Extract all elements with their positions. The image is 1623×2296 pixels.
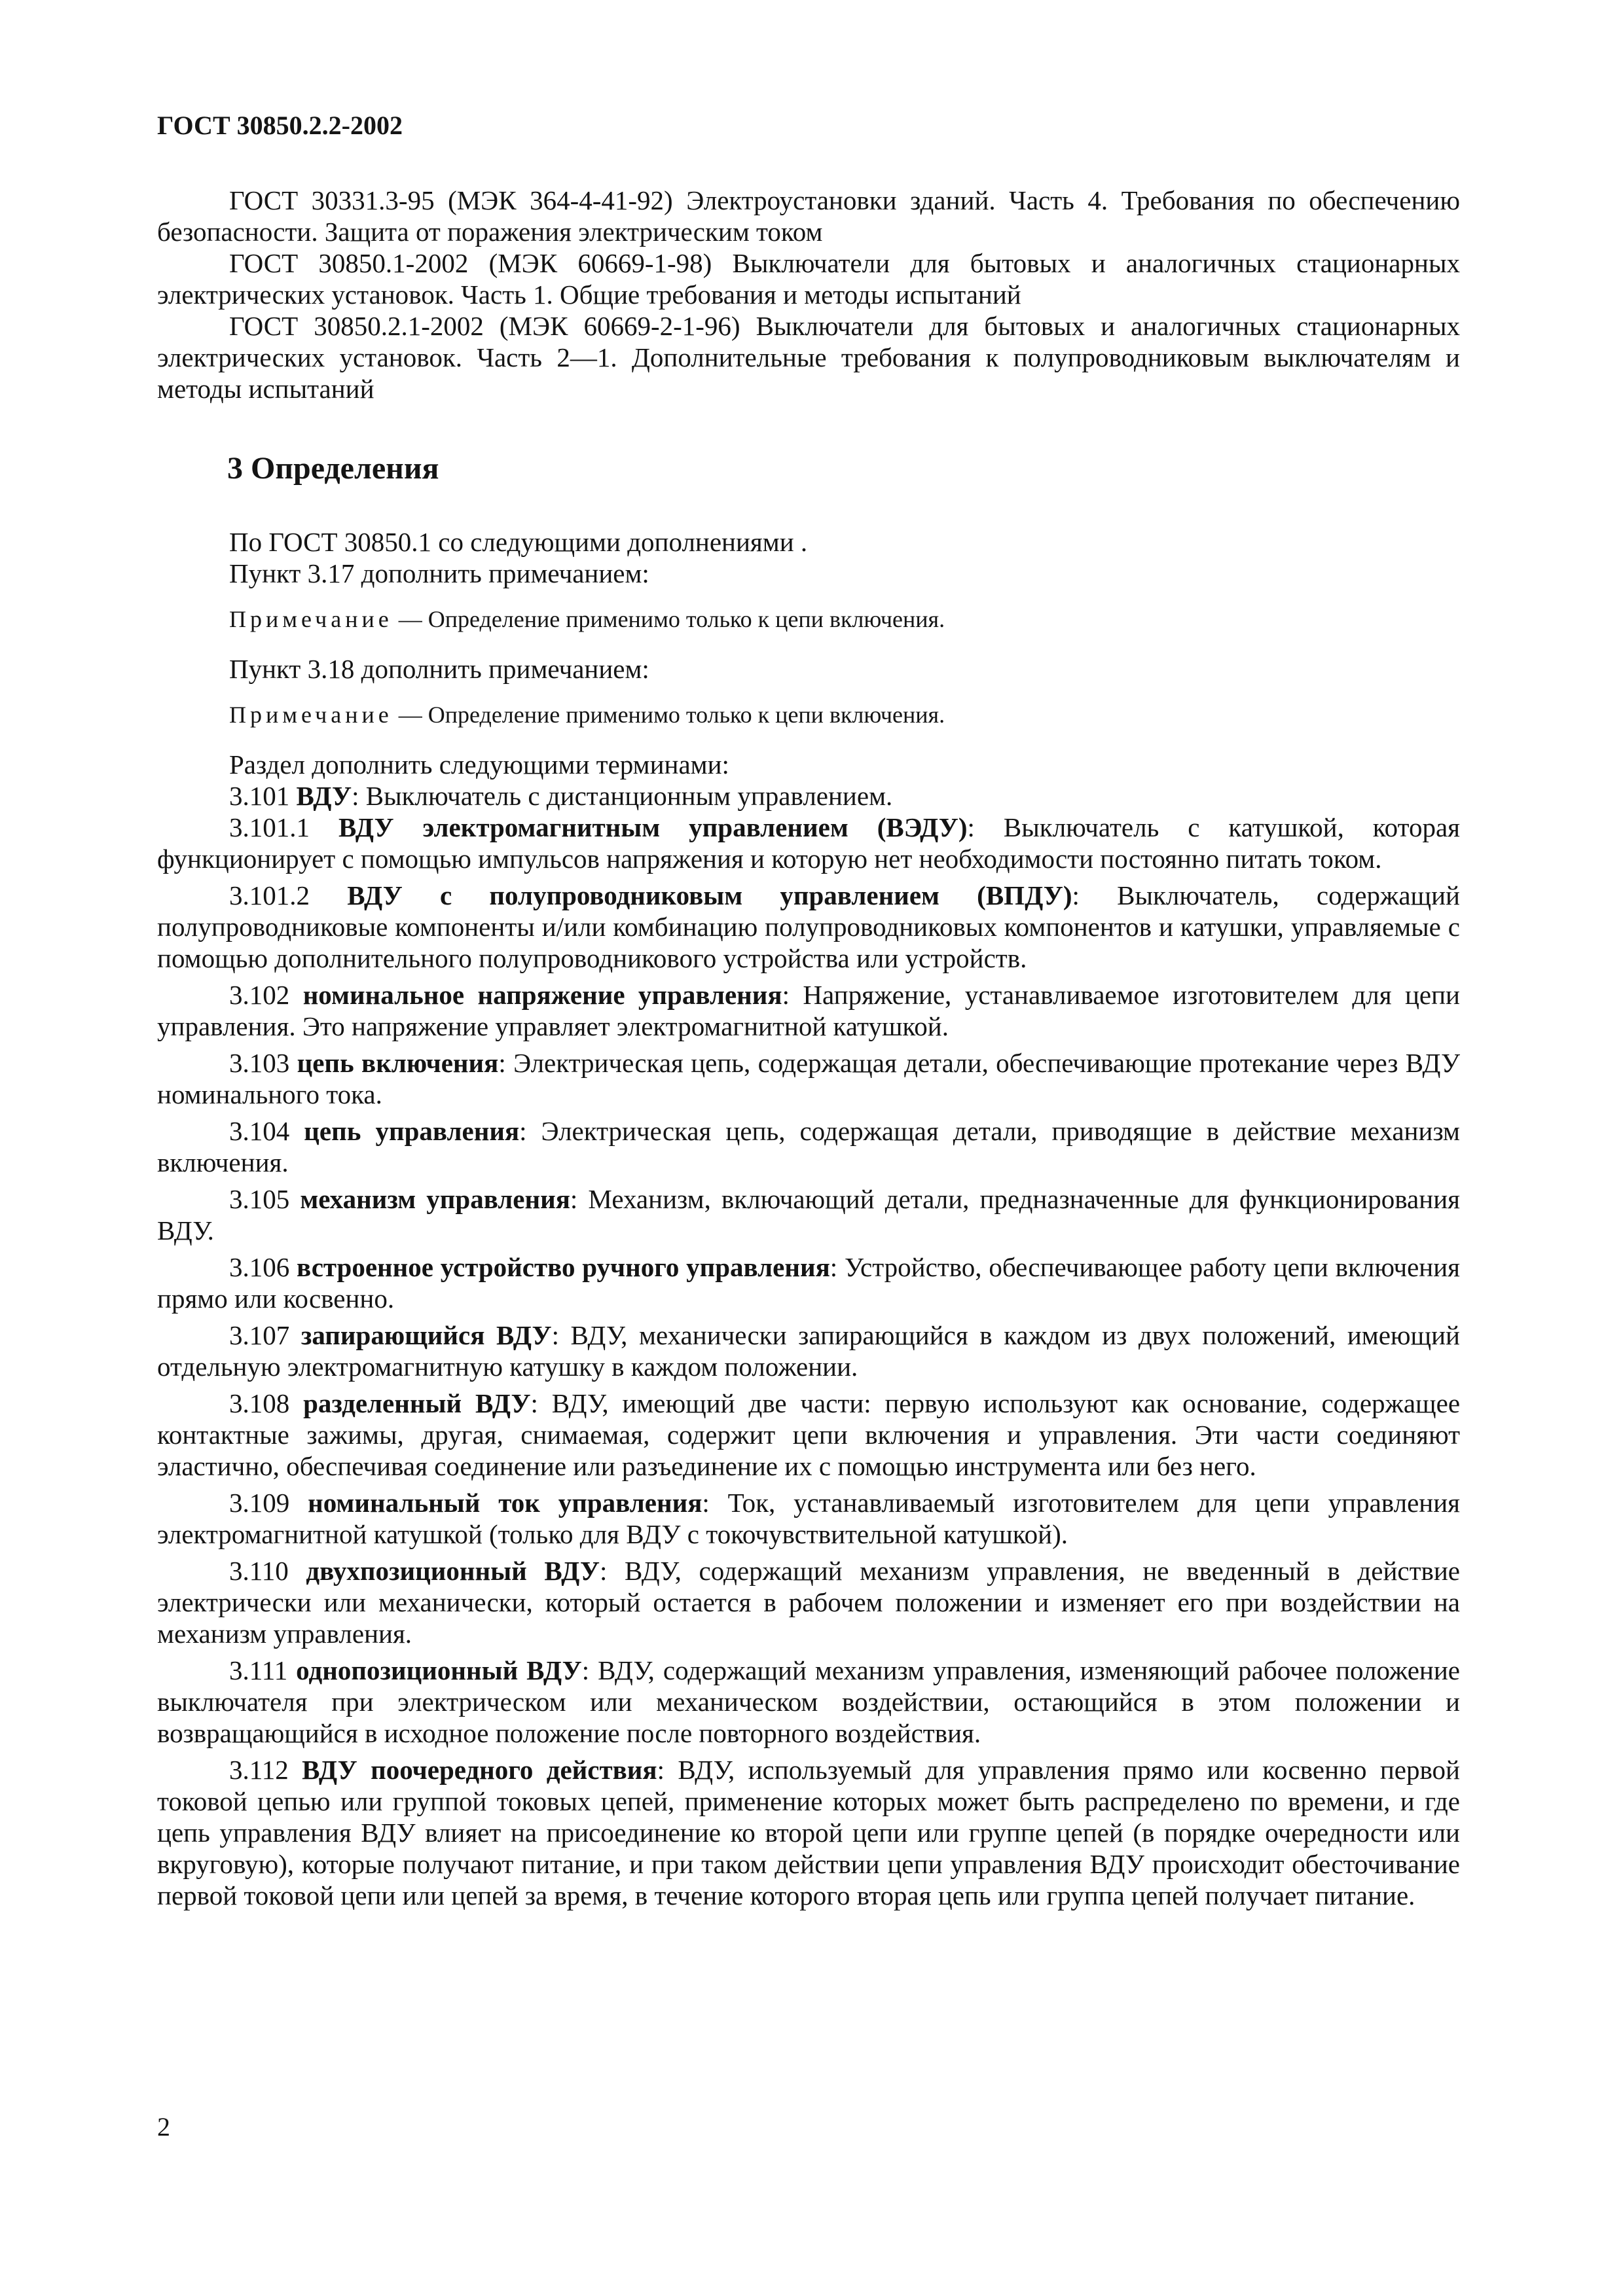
note-label: Примечание	[229, 606, 393, 632]
term-name: механизм управления	[300, 1184, 570, 1214]
term-name: запирающийся ВДУ	[301, 1320, 552, 1350]
note-label: Примечание	[229, 702, 393, 728]
term-number: 3.104	[229, 1116, 304, 1146]
term-definition	[157, 1183, 1460, 1246]
add-terms-instruction: Раздел дополнить следующими терминами:	[229, 749, 729, 780]
term-text: : Механизм, включающий детали, предназначенные для функционирования ВДУ.	[157, 1184, 1460, 1246]
term-definition	[157, 1115, 1460, 1178]
term-text: : Напряжение, устанавливаемое изготовителем для цепи управления. Это напряжение управляет электромагнитной катушкой.	[157, 980, 1461, 1041]
term-name: цепь включения	[297, 1048, 499, 1078]
term-number: 3.110	[229, 1556, 306, 1586]
term-text: : Выключатель с катушкой, которая функционирует с помощью импульсов напряжения и которую нет необходимости постоянно питать током.	[157, 812, 1461, 874]
term-name: ВДУ поочередного действия	[302, 1755, 657, 1785]
term-name: ВДУ с полупроводниковым управлением (ВПДУ)	[347, 880, 1072, 910]
section-title: 3 Определения	[227, 451, 439, 486]
reference-item: ГОСТ 30331.3-95 (МЭК 364-4-41-92) Электроустановки зданий. Часть 4. Требования по обеспечению безопасности. Защита от поражения электрическим током	[157, 185, 1460, 247]
document-header: ГОСТ 30850.2.2-2002	[157, 111, 403, 140]
term-name: ВДУ	[296, 781, 352, 811]
clause-317-instruction: Пункт 3.17 дополнить примечанием:	[229, 558, 649, 588]
term-name: разделенный ВДУ	[303, 1388, 531, 1418]
note-clause-318	[157, 700, 1460, 729]
term-definition	[157, 1655, 1460, 1749]
term-definition	[157, 880, 1460, 974]
term-text: : Электрическая цепь, содержащая детали, обеспечивающие протекание через ВДУ номинального тока.	[157, 1048, 1460, 1109]
reference-item: ГОСТ 30850.2.1-2002 (МЭК 60669-2-1-96) Выключатели для бытовых и аналогичных стационарных электрических установок. Часть 2—1. Дополнительные требования к полупроводниковым выключателям и методы испытаний	[157, 311, 1460, 404]
term-name: ВДУ электромагнитным управлением (ВЭДУ)	[338, 812, 968, 842]
term-definition	[157, 1487, 1460, 1550]
term-number: 3.103	[229, 1048, 297, 1078]
term-name: номинальный ток управления	[308, 1488, 702, 1518]
note-text: — Определение применимо только к цепи включения.	[392, 606, 945, 632]
term-name: встроенное устройство ручного управления	[297, 1252, 830, 1282]
term-text: : ВДУ, содержащий механизм управления, не введенный в действие электрически или механически, который остается в рабочем положении и изменяет его при воздействии на механизм управления.	[157, 1556, 1460, 1649]
term-number: 3.108	[229, 1388, 304, 1418]
term-text: : Устройство, обеспечивающее работу цепи включения прямо или косвенно.	[157, 1252, 1461, 1314]
term-text: : ВДУ, используемый для управления прямо или косвенно первой токовой цепью или группой токовых цепей, применение которых может быть распределено по времени, и где цепь управления ВДУ влияет на присоединение ко второй цепи или группе цепей (в порядке очередности или вкруговую), которые получают питание, и при таком действии цепи управления ВДУ происходит обесточивание первой токовой цепи или цепей за время, в течение которого вторая цепь или группа цепей получает питание.	[157, 1755, 1460, 1910]
reference-item: ГОСТ 30850.1-2002 (МЭК 60669-1-98) Выключатели для бытовых и аналогичных стационарных электрических установок. Часть 1. Общие требования и методы испытаний	[157, 248, 1460, 310]
term-definition	[157, 1388, 1460, 1482]
page-number: 2	[157, 2112, 170, 2142]
term-definition	[157, 1319, 1460, 1382]
term-text: : Электрическая цепь, содержащая детали, приводящие в действие механизм включения.	[157, 1116, 1461, 1177]
term-number: 3.105	[229, 1184, 301, 1214]
clause-318-instruction: Пункт 3.18 дополнить примечанием:	[229, 654, 649, 684]
note-clause-317	[157, 605, 1460, 634]
note-text: — Определение применимо только к цепи включения.	[392, 702, 945, 728]
term-definition	[157, 1251, 1460, 1314]
term-number: 3.102	[229, 980, 303, 1010]
term-definition	[157, 780, 1460, 812]
document-body	[157, 185, 1460, 1911]
term-text: : Выключатель с дистанционным управлением.	[352, 781, 893, 811]
term-name: двухпозиционный ВДУ	[306, 1556, 600, 1586]
term-number: 3.109	[229, 1488, 308, 1518]
term-number: 3.112	[229, 1755, 302, 1785]
term-text: : Ток, устанавливаемый изготовителем для цепи управления электромагнитной катушкой (только для ВДУ с токочувствительной катушкой).	[157, 1488, 1461, 1549]
term-definition	[157, 812, 1460, 874]
term-definition	[157, 1047, 1460, 1110]
term-number: 3.101.1	[229, 812, 338, 842]
term-text: : ВДУ, механически запирающийся в каждом из двух положений, имеющий отдельную электромагнитную катушку в каждом положении.	[157, 1320, 1460, 1382]
term-number: 3.107	[229, 1320, 301, 1350]
term-name: цепь управления	[304, 1116, 520, 1146]
term-number: 3.101.2	[229, 880, 348, 910]
term-text: : ВДУ, содержащий механизм управления, изменяющий рабочее положение выключателя при электрическом или механическом воздействии, остающийся в этом положении и возвращающийся в исходное положение после повторного воздействия.	[157, 1655, 1460, 1748]
term-definition	[157, 1754, 1460, 1911]
term-number: 3.111	[229, 1655, 297, 1685]
term-text: : Выключатель, содержащий полупроводниковые компоненты и/или комбинацию полупроводниковых компонентов и катушки, управляемые с помощью дополнительного полупроводникового устройства или устройств.	[157, 880, 1460, 973]
term-text: : ВДУ, имеющий две части: первую используют как основание, содержащее контактные зажимы, другая, снимаемая, содержит цепи включения и управления. Эти части соединяют эластично, обеспечивая соединение или разъединение их с помощью инструмента или без него.	[157, 1388, 1461, 1481]
term-definition	[157, 1555, 1460, 1649]
term-name: однопозиционный ВДУ	[296, 1655, 582, 1685]
section-intro: По ГОСТ 30850.1 со следующими дополнениями .	[229, 527, 808, 557]
term-name: номинальное напряжение управления	[302, 980, 782, 1010]
term-number: 3.101	[229, 781, 297, 811]
term-number: 3.106	[229, 1252, 297, 1282]
term-definition	[157, 979, 1460, 1042]
